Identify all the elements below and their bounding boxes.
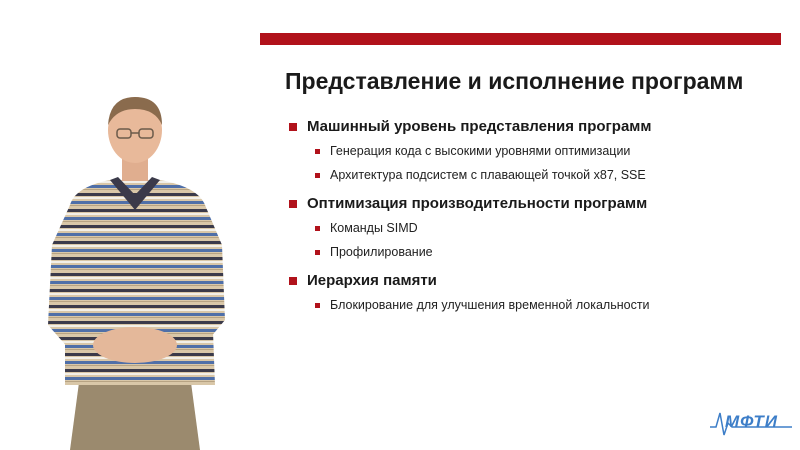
sub-item: Блокирование для улучшения временной локальности [289,297,789,314]
logo-text: МФТИ [725,412,778,431]
sub-item: Профилирование [289,244,789,261]
sub-item: Генерация кода с высокими уровнями оптимизации [289,143,789,160]
sub-item: Команды SIMD [289,220,789,237]
sub-item: Архитектура подсистем с плавающей точкой x87, SSE [289,167,789,184]
presenter-image [40,95,230,450]
section-heading: Оптимизация производительности программ [289,194,789,213]
section-heading: Машинный уровень представления программ [289,117,789,136]
slide-title: Представление и исполнение программ [285,68,744,94]
bullet-list [289,117,789,321]
accent-bar [260,33,781,45]
section-heading: Иерархия памяти [289,271,789,290]
